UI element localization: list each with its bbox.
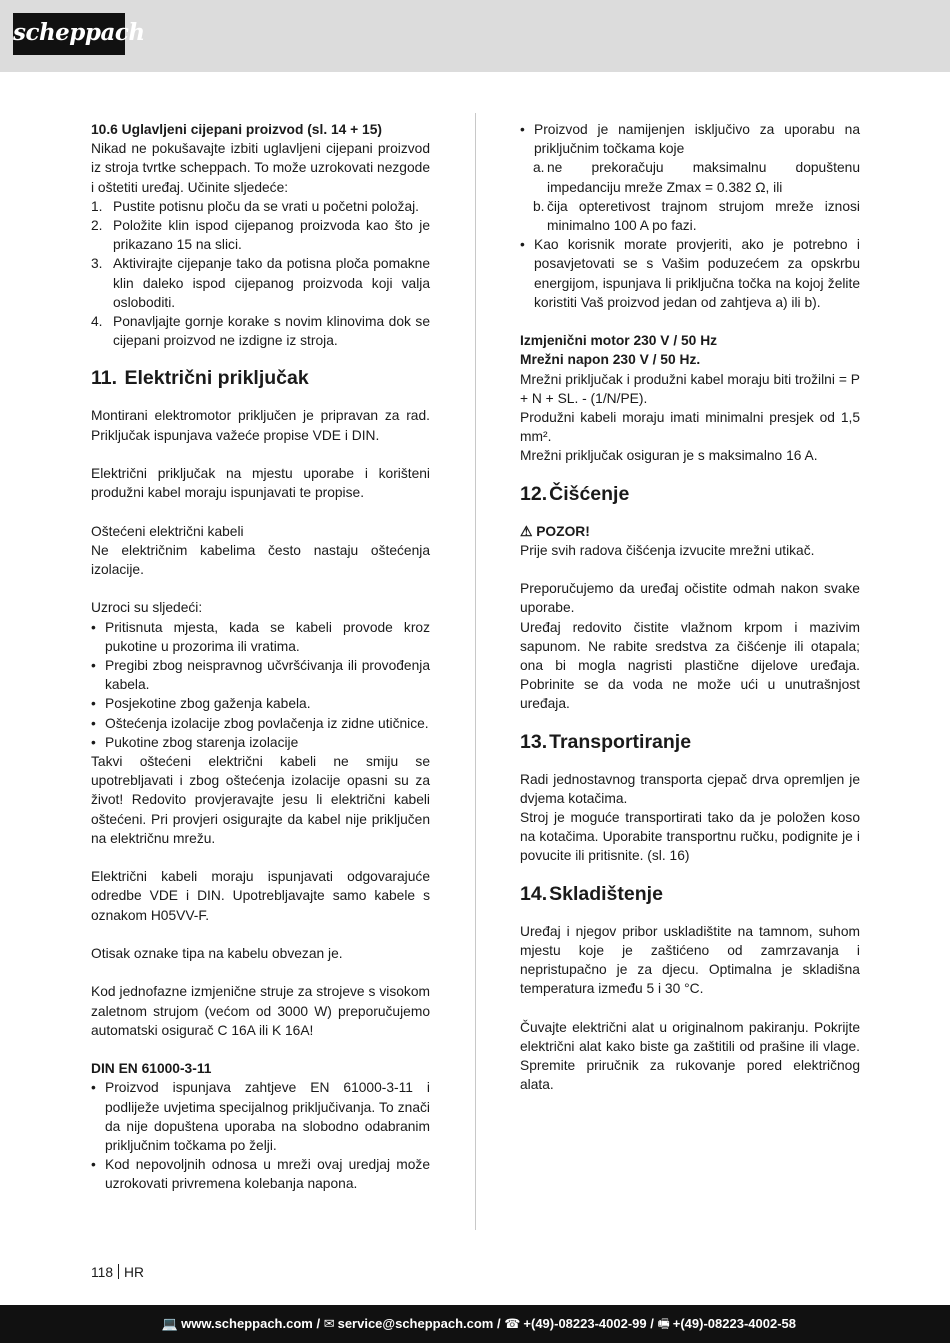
footer-fax: +(49)-08223-4002-58 xyxy=(672,1316,796,1331)
list-item: • Posjekotine zbog gaženja kabela. xyxy=(91,694,430,713)
list-item: 3. Aktivirajte cijepanje tako da potisna ploča pomakne klin daleko ispod cijepanog proizvoda koji valja osloboditi. xyxy=(91,256,430,310)
paragraph: Prije svih radova čišćenja izvucite mrežni utikač. xyxy=(520,542,815,558)
paragraph: Čuvajte električni alat u originalnom pakiranju. Pokrijte električni alat kako biste ga zaštitili od prašine ili vlage. Spremite priručnik za rukovanje pored električnog alata. xyxy=(520,1019,860,1093)
causes-list xyxy=(91,618,430,752)
scheppach-logo: scheppach xyxy=(13,13,125,55)
causes-title: Uzroci su sljedeći: xyxy=(91,600,203,616)
list-item: 2. Položite klin ispod cijepanog proizvoda kao što je prikazano 15 na slici. xyxy=(91,218,430,253)
paragraph: Preporučujemo da uređaj očistite odmah nakon svake uporabe. xyxy=(520,581,860,616)
warning-triangle-icon: ⚠ xyxy=(520,523,533,539)
phone-icon: ☎ xyxy=(504,1316,521,1331)
footer-website[interactable]: www.scheppach.com / xyxy=(181,1316,321,1331)
list-item: b. čija opteretivost trajnom strujom mreže iznosi minimalno 100 A po fazi. xyxy=(533,198,860,234)
paragraph: Montirani elektromotor priključen je pripravan za rad. Priključak ispunjava važeće propise VDE i DIN. xyxy=(91,408,430,443)
din-list xyxy=(91,1078,430,1193)
paragraph: Stroj je moguće transportirati tako da je položen koso na kotačima. Uporabite transportnu ručku, podignite je i povucite ili pritisnite. (sl. 16) xyxy=(520,810,860,864)
paragraph: Uređaj i njegov pribor uskladištite na tamnom, suhom mjestu koje je zaštićeno od zamrzavanja i nepristupačno je za djecu. Optimalna je skladišna temperatura između 5 i 30 °C. xyxy=(520,923,860,997)
list-item: 4. Ponavljajte gornje korake s novim klinovima dok se cijepani proizvod ne izdigne iz stroja. xyxy=(91,314,430,349)
paragraph: Uređaj redovito čistite vlažnom krpom i mazivim sapunom. Ne rabite sredstva za čišćenje ili otapala; ona bi mogla nagristi plastične dijelove uređaja. Pobrinite se da voda ne može ući u unutrašnjost uređaja. xyxy=(520,619,860,712)
conditions-list xyxy=(520,158,860,235)
list-item: • Kao korisnik morate provjeriti, ako je potrebno i posavjetovati se s Vašim poduzećem za opskrbu energijom, ispunjava li priključna točka na kojoj želite koristiti Vaš proizvod jedan od zahtjeva a) ili b). xyxy=(520,235,860,312)
list-item: 1. Pustite potisnu ploču da se vrati u početni položaj. xyxy=(91,198,420,214)
list-item: • Oštećenja izolacije zbog povlačenja iz zidne utičnice. xyxy=(91,714,430,733)
usage-list xyxy=(520,120,860,158)
paragraph: Mrežni priključak i produžni kabel moraju biti trožilni = P + N + SL. - (1/N/PE). xyxy=(520,371,860,406)
paragraph: Mrežni priključak osiguran je s maksimalno 16 A. xyxy=(520,448,818,464)
user-check-list xyxy=(520,235,860,312)
din-title: DIN EN 61000-3-11 xyxy=(91,1061,212,1077)
paragraph: Takvi oštećeni električni kabeli ne smiju se upotrebljavati i zbog oštećenja izolacije opasni su za život! Redovito provjeravajte jesu li električni kabeli oštećeni. Pri provjeri osigurajte da kabel nije priključen na električnu mrežu. xyxy=(91,754,430,846)
section-12-heading: 12. Čišćenje xyxy=(520,482,630,505)
paragraph: Radi jednostavnog transporta cjepač drva opremljen je dvjema kotačima. xyxy=(520,771,860,806)
header-band xyxy=(0,0,950,72)
paragraph: Produžni kabeli moraju imati minimalni presjek od 1,5 mm². xyxy=(520,410,860,445)
paragraph-title: Oštećeni električni kabeli xyxy=(91,523,244,539)
list-item: • Proizvod je namijenjen isključivo za uporabu na priključnim točkama koje xyxy=(520,120,860,158)
list-item: a. ne prekoračuju maksimalnu dopuštenu impedanciju mreže Zmax = 0.382 Ω, ili xyxy=(533,160,860,195)
list-item: • Proizvod ispunjava zahtjeve EN 61000-3-11 i podliježe uvjetima specijalnog priključivanja. To znači da nije dopuštena uporaba na slobodno odabranim priključnim točkama po želji. xyxy=(91,1078,430,1155)
section-10-6-title: 10.6 Uglavljeni cijepani proizvod (sl. 14 + 15) xyxy=(91,122,382,137)
section-10-6-intro: Nikad ne pokušavajte izbiti uglavljeni cijepani proizvod iz stroja tvrtke scheppach. To može uzrokovati nezgode i oštetiti uređaj. Učinite sljedeće: xyxy=(91,141,430,195)
paragraph: Električni kabeli moraju ispunjavati odgovarajuće odredbe VDE i DIN. Upotrebljavajte samo kabele s oznakom H05VV-F. xyxy=(91,869,430,923)
column-divider xyxy=(475,113,476,1230)
warning-label: ⚠ POZOR! xyxy=(520,523,590,539)
paragraph: Ne električnim kabelima često nastaju oštećenja izolacije. xyxy=(91,542,430,578)
left-column xyxy=(91,120,430,1194)
list-item: • Pritisnuta mjesta, kada se kabeli provode kroz pukotine u prozorima ili vratima. xyxy=(91,618,430,656)
footer-band xyxy=(0,1305,950,1343)
paragraph: Kod jednofazne izmjenične struje za strojeve s visokom zaletnom strujom (većom od 3000 W) preporučujemo automatski osigurač C 16A ili K 16A! xyxy=(91,984,430,1038)
footer-email[interactable]: service@scheppach.com / xyxy=(337,1316,501,1331)
section-14-heading: 14. Skladištenje xyxy=(520,882,663,905)
section-13-heading: 13. Transportiranje xyxy=(520,730,692,753)
right-column xyxy=(520,120,860,1094)
fax-icon: 🖷 xyxy=(657,1316,670,1331)
computer-icon: 💻 xyxy=(161,1316,179,1331)
section-11-heading: 11. Električni priključak xyxy=(91,367,309,390)
list-item: • Kod nepovoljnih odnosa u mreži ovaj uredjaj može uzrokovati privremena kolebanja napona. xyxy=(91,1155,430,1193)
paragraph: Otisak oznake tipa na kabelu obvezan je. xyxy=(91,946,343,962)
paragraph: Električni priključak na mjestu uporabe i korišteni produžni kabel moraju ispunjavati te propise. xyxy=(91,466,430,501)
list-item: • Pregibi zbog neispravnog učvršćivanja ili provođenja kabela. xyxy=(91,656,430,694)
mail-icon: ✉ xyxy=(323,1316,335,1331)
footer-phone: +(49)-08223-4002-99 / xyxy=(523,1316,654,1331)
list-item: • Pukotine zbog starenja izolacije xyxy=(91,733,430,752)
voltage-spec: Mrežni napon 230 V / 50 Hz. xyxy=(520,352,701,368)
steps-list xyxy=(91,197,430,351)
page-number: 118 HR xyxy=(91,1265,144,1280)
motor-spec: Izmjenični motor 230 V / 50 Hz xyxy=(520,333,718,349)
